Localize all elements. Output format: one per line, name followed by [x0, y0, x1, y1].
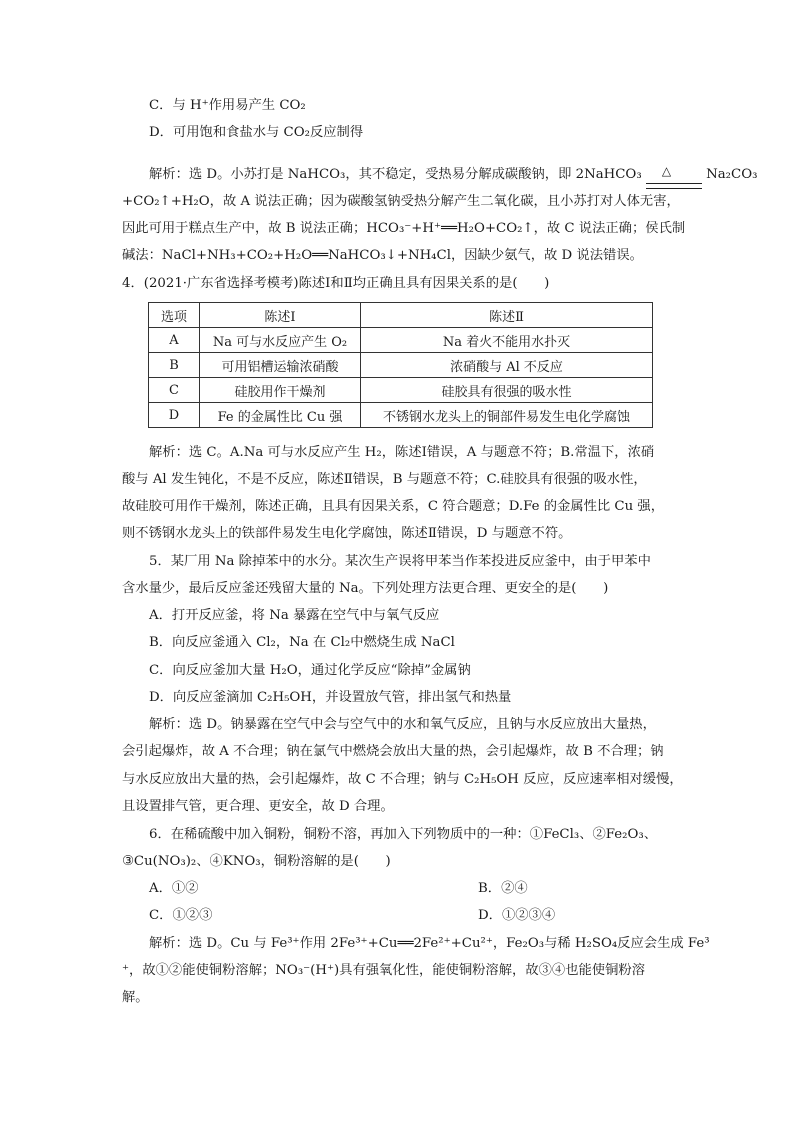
table-row [149, 328, 653, 353]
q6-option-b: B．②④ [478, 881, 528, 896]
q4-analysis-line-2: 酸与 Al 发生钝化，不是不反应，陈述Ⅱ错误，B 与题意不符；C.硅胶具有很强的吸水性， [122, 472, 647, 487]
table-cell: 浓硝酸与 Al 不反应 [361, 353, 653, 378]
q3-option-d: D．可用饱和食盐水与 CO₂反应制得 [149, 125, 364, 140]
table-cell: Fe 的金属性比 Cu 强 [200, 403, 361, 428]
heat-triangle-icon: △ [661, 164, 672, 178]
q5-option-a: A．打开反应釜，将 Na 暴露在空气中与氧气反应 [149, 608, 440, 623]
q3-analysis-line-2: +CO₂↑+H₂O，故 A 说法正确；因为碳酸氢钠受热分解产生二氧化碳，且小苏打对人体无害， [122, 194, 680, 209]
table-row [149, 403, 653, 428]
q6-option-c: C．①②③ [149, 908, 213, 923]
q6-analysis-line-3: 解。 [122, 990, 149, 1005]
equals-bar [646, 183, 702, 189]
q6-option-d: D．①②③④ [478, 908, 556, 923]
q3-option-c: C．与 H⁺作用易产生 CO₂ [149, 98, 306, 113]
q5-analysis-line-3: 与水反应放出大量的热，会引起爆炸，故 C 不合理；钠与 C₂H₅OH 反应，反应速率相对缓慢， [122, 772, 683, 787]
q6-analysis-line-1: 解析：选 D。Cu 与 Fe³⁺作用 2Fe³⁺+Cu══2Fe²⁺+Cu²⁺，Fe₂O₃与稀 H₂SO₄反应会生成 Fe³ [149, 936, 710, 951]
q5-option-d: D．向反应釜滴加 C₂H₅OH，并设置放气管，排出氢气和热量 [149, 690, 512, 705]
q5-analysis-line-4: 且设置排气管，更合理、更安全，故 D 合理。 [122, 799, 394, 814]
table-cell: C [149, 378, 200, 403]
q5-stem-line-2: 含水量少，最后反应釜还残留大量的 Na。下列处理方法更合理、更安全的是( ) [122, 581, 609, 596]
table-cell: B [149, 353, 200, 378]
q4-table [148, 302, 653, 428]
q4-analysis-line-4: 则不锈钢水龙头上的铁部件易发生电化学腐蚀，陈述Ⅱ错误，D 与题意不符。 [122, 526, 572, 541]
q6-option-a: A．①② [149, 881, 199, 896]
q3-analysis-line-4: 碱法：NaCl+NH₃+CO₂+H₂O══NaHCO₃↓+NH₄Cl，因缺少氨气，故 D 说法错误。 [122, 248, 643, 263]
header-statement-1: 陈述Ⅰ [200, 303, 361, 328]
q4-stem: 4．(2021·广东省选择考模考)陈述Ⅰ和Ⅱ均正确且具有因果关系的是( ) [122, 276, 550, 291]
q6-stem-line-1: 6．在稀硫酸中加入铜粉，铜粉不溶，再加入下列物质中的一种：①FeCl₃、②Fe₂O₃、 [149, 827, 658, 842]
header-statement-2: 陈述Ⅱ [361, 303, 653, 328]
table-cell: Na 着火不能用水扑灭 [361, 328, 653, 353]
table-cell: D [149, 403, 200, 428]
table-cell: 可用铝槽运输浓硝酸 [200, 353, 361, 378]
q5-stem-line-1: 5．某厂用 Na 除掉苯中的水分。某次生产误将甲苯当作苯投进反应釜中，由于甲苯中 [149, 554, 651, 569]
q3-analysis-line-3: 因此可用于糕点生产中，故 B 说法正确；HCO₃⁻+H⁺══H₂O+CO₂↑，故 C 说法正确；侯氏制 [122, 221, 686, 236]
q4-analysis-line-3: 故硅胶可用作干燥剂，陈述正确，且具有因果关系，C 符合题意；D.Fe 的金属性比 Cu 强， [122, 499, 664, 514]
table-cell: A [149, 328, 200, 353]
header-option: 选项 [149, 303, 200, 328]
q5-option-b: B．向反应釜通入 Cl₂，Na 在 Cl₂中燃烧生成 NaCl [149, 635, 455, 650]
q6-analysis-line-2: ⁺，故①②能使铜粉溶解；NO₃⁻(H⁺)具有强氧化性，能使铜粉溶解，故③④也能使铜粉溶 [122, 963, 645, 978]
q5-analysis-line-2: 会引起爆炸，故 A 不合理；钠在氯气中燃烧会放出大量的热，会引起爆炸，故 B 不合理；钠 [122, 744, 664, 759]
table-row [149, 353, 653, 378]
q6-stem-line-2: ③Cu(NO₃)₂、④KNO₃，铜粉溶解的是( ) [122, 854, 391, 869]
table-cell: 硅胶具有很强的吸水性 [361, 378, 653, 403]
q3-analysis-line-1: 解析：选 D。小苏打是 NaHCO₃，其不稳定，受热易分解成碳酸钠，即 2NaHCO₃ △ Na₂CO₃ [149, 168, 757, 181]
table-cell: 不锈钢水龙头上的铜部件易发生电化学腐蚀 [361, 403, 653, 428]
table-cell: Na 可与水反应产生 O₂ [200, 328, 361, 353]
table-cell: 硅胶用作干燥剂 [200, 378, 361, 403]
table-header-row [149, 303, 653, 328]
q4-analysis-line-1: 解析：选 C。A.Na 可与水反应产生 H₂，陈述Ⅰ错误，A 与题意不符；B.常温下，浓硝 [149, 445, 655, 460]
q5-option-c: C．向反应釜加大量 H₂O，通过化学反应“除掉”金属钠 [149, 663, 471, 678]
q5-analysis-line-1: 解析：选 D。钠暴露在空气中会与空气中的水和氧气反应，且钠与水反应放出大量热， [149, 717, 656, 732]
table-row [149, 378, 653, 403]
